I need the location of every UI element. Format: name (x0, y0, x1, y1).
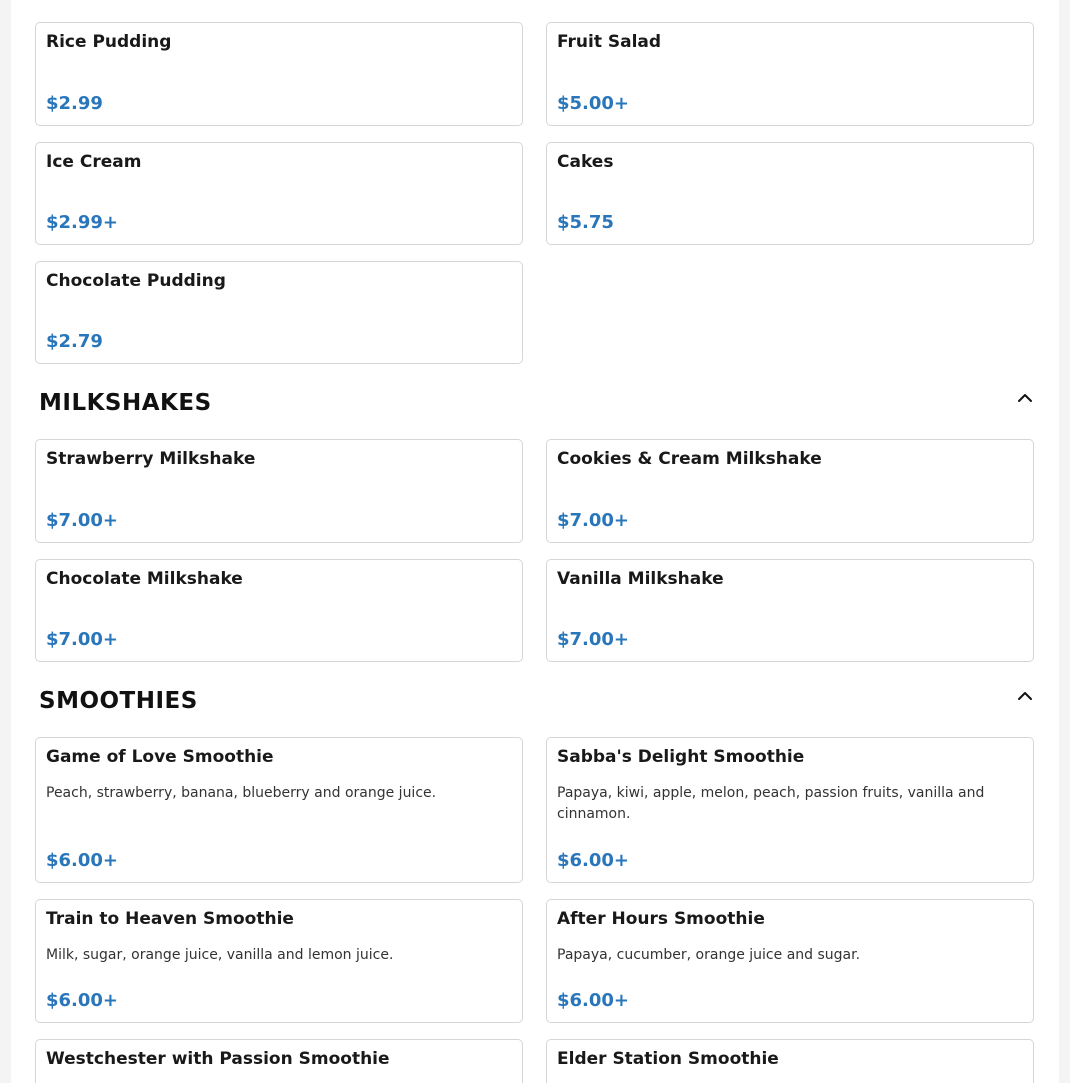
item-name: Vanilla Milkshake (557, 569, 724, 589)
section-title-milkshakes: MILKSHAKES (39, 390, 212, 416)
item-name: Fruit Salad (557, 32, 662, 52)
item-price: $6.00+ (557, 990, 630, 1011)
menu-item-card[interactable] (35, 22, 523, 126)
item-description: Papaya, kiwi, apple, melon, peach, passion fruits, vanilla and cinnamon. (557, 785, 985, 822)
menu-item-card[interactable] (35, 899, 523, 1023)
menu-item-card[interactable] (546, 1039, 1034, 1083)
item-price: $7.00+ (46, 629, 119, 650)
item-description: Papaya, cucumber, orange juice and sugar. (557, 947, 861, 963)
item-name: Chocolate Milkshake (46, 569, 243, 589)
item-price: $6.00+ (557, 850, 630, 871)
item-price: $6.00+ (46, 850, 119, 871)
item-price: $7.00+ (557, 629, 630, 650)
item-name: Cakes (557, 152, 614, 172)
chevron-up-icon[interactable] (1015, 686, 1035, 706)
item-name: Chocolate Pudding (46, 271, 226, 291)
menu-item-card[interactable] (546, 22, 1034, 126)
item-name: Ice Cream (46, 152, 142, 172)
menu-item-card[interactable] (546, 737, 1034, 883)
item-description: Milk, sugar, orange juice, vanilla and lemon juice. (46, 947, 394, 963)
item-name: Rice Pudding (46, 32, 172, 52)
menu-item-card[interactable] (546, 142, 1034, 245)
item-price: $2.79 (46, 331, 103, 352)
item-price: $2.99+ (46, 212, 119, 233)
item-name: Westchester with Passion Smoothie (46, 1049, 390, 1069)
item-name: Train to Heaven Smoothie (46, 909, 294, 929)
item-name: Cookies & Cream Milkshake (557, 449, 822, 469)
item-price: $7.00+ (46, 510, 119, 531)
menu-item-card[interactable] (35, 559, 523, 662)
item-name: Elder Station Smoothie (557, 1049, 779, 1069)
menu-item-card[interactable] (546, 559, 1034, 662)
menu-item-card[interactable] (546, 899, 1034, 1023)
item-price: $7.00+ (557, 510, 630, 531)
item-name: Strawberry Milkshake (46, 449, 256, 469)
menu-item-card[interactable] (35, 142, 523, 245)
menu-item-card[interactable] (35, 261, 523, 364)
section-title-smoothies: SMOOTHIES (39, 688, 198, 714)
menu-item-card[interactable] (35, 439, 523, 543)
item-price: $6.00+ (46, 990, 119, 1011)
menu-item-card[interactable] (35, 1039, 523, 1083)
menu-item-card[interactable] (546, 439, 1034, 543)
item-price: $2.99 (46, 93, 103, 114)
item-name: After Hours Smoothie (557, 909, 765, 929)
menu-page (11, 0, 1059, 1083)
chevron-up-icon[interactable] (1015, 388, 1035, 408)
item-price: $5.00+ (557, 93, 630, 114)
item-description: Peach, strawberry, banana, blueberry and orange juice. (46, 785, 437, 801)
item-name: Game of Love Smoothie (46, 747, 274, 767)
menu-item-card[interactable] (35, 737, 523, 883)
item-name: Sabba's Delight Smoothie (557, 747, 805, 767)
item-price: $5.75 (557, 212, 614, 233)
